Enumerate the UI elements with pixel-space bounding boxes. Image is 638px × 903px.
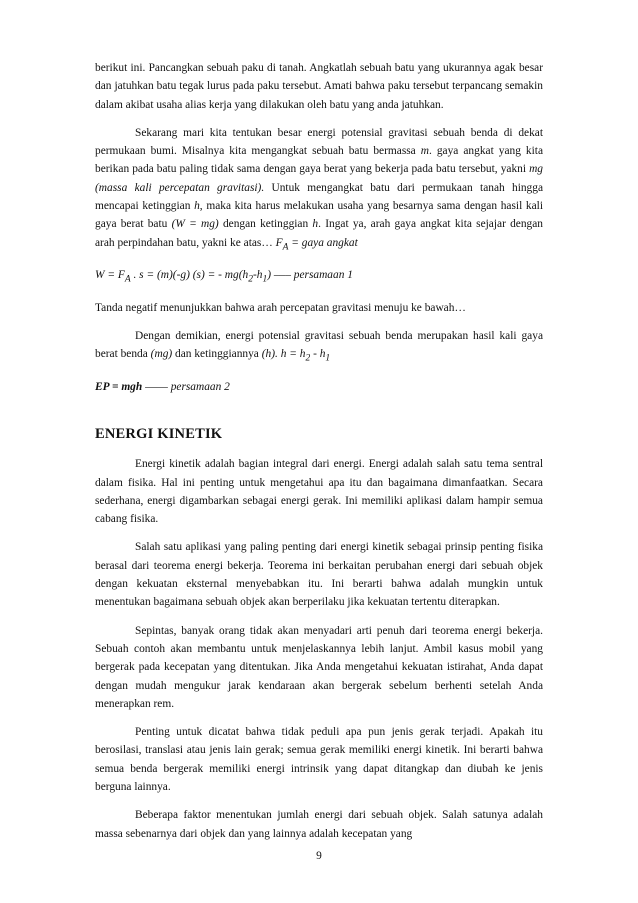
document-page [95, 59, 543, 843]
eq-part: -h [252, 269, 263, 282]
equation-2 [95, 378, 543, 396]
paragraph-work-energy: Salah satu aplikasi yang paling penting dari energi kinetik sebagai prinsip penting fisika berasal dari teorema energi bekerja. Teorema ini berkaitan perubahan energi dari sebuah objek dengan kekuatan eksternal menyebabkan itu. Ini berarti bahwa adalah mungkin untuk menentukan bagaimana sebuah objek akan berperilaku jika kekuatan tertentu diterapkan. [95, 541, 543, 609]
term-h: (h). [261, 348, 278, 361]
text-run: = gaya angkat [288, 236, 358, 249]
term-h-relation [277, 348, 331, 364]
symbol-h: h [312, 218, 319, 231]
equation-1 [95, 266, 543, 289]
symbol-m: m [420, 145, 429, 158]
text-run: . gaya angkat yang kita berikan pada batu paling tidak sama dengan gaya berat yang bekerja pada batu tersebut, yakni [95, 145, 543, 176]
subscript-1: 1 [325, 353, 331, 364]
paragraph-kinetic-intro: Energi kinetik adalah bagian integral dari energi. Energi adalah salah satu tema sentral dalam fisika. Hal ini penting untuk mengetahui apa itu dan bagaimana dimanfaatkan. Secara sederhana, energi digambarkan sebagai energi gerak. Ini memiliki aplikasi dalam hampir semua cabang fisika. [95, 458, 543, 526]
eq-part: ) ––– persamaan 1 [267, 269, 353, 282]
paragraph-example: Sepintas, banyak orang tidak akan menyadari arti penuh dari teorema energi bekerja. Sebuah contoh akan membantu untuk menjelaskannya lebih lanjut. Ambil kasus mobil yang bergerak pada kecepatan yang ditentukan. Jika Anda mengetahui kekuatan istirahat, Anda dapat dengan mudah mengukur jarak kendaraan akan bergerak sebelum berhenti setelah Anda menerapkan rem. [95, 624, 543, 710]
eq-part: h = h [277, 348, 306, 361]
term-mg: (mg) [150, 348, 173, 361]
subscript-1: 1 [262, 274, 268, 285]
text-run: Untuk mengangkat batu dari permukaan tanah hingga mencapai ketinggian [95, 181, 543, 213]
eq-part: - h [310, 348, 326, 361]
eq-part: W = F [95, 269, 125, 282]
paragraph-ep-definition [95, 327, 543, 368]
paragraph-motion: Penting untuk dicatat bahwa tidak peduli apa pun jenis gerak terjadi. Apakah itu berosilasi, translasi atau jenis lain gerak; semua gerak memiliki energi kinetik. Ini berarti bahwa semua benda bergerak memiliki energi intrinsik yang dapat ditangkap dan diubah ke jenis berguna lainnya. [95, 726, 543, 794]
term-mg: mg (massa kali percepatan gravitasi). [95, 163, 543, 194]
subscript-2: 2 [305, 353, 311, 364]
symbol-f: F [275, 236, 283, 249]
eq-part: –––– persamaan 2 [142, 381, 230, 393]
text-run: dengan ketinggian [218, 218, 313, 231]
eq-ep: EP = mgh [95, 381, 143, 393]
page-number: 9 [316, 850, 322, 862]
term-fa [275, 236, 358, 252]
term-w-mg: (W = mg) [171, 218, 219, 231]
text-run: Dengan demikian, energi potensial gravitasi sebuah benda merupakan hasil kali gaya berat benda [95, 330, 543, 361]
section-heading: ENERGI KINETIK [95, 426, 223, 443]
paragraph-intro: berikut ini. Pancangkan sebuah paku di tanah. Angkatlah sebuah batu yang ukurannya agak besar dan jatuhkan batu tegak lurus pada paku tersebut. Amati bahwa paku tersebut terpancang semakin dalam akibat usaha alias kerja yang dilakukan oleh batu yang anda jatuhkan. [95, 62, 543, 111]
subscript-a: A [124, 274, 131, 285]
text-run: dan ketinggiannya [172, 348, 262, 361]
text-run: , maka kita harus melakukan usaha yang besarnya sama dengan hasil kali gaya berat batu [95, 200, 543, 231]
subscript-2: 2 [248, 274, 253, 285]
paragraph-negative-sign: Tanda negatif menunjukkan bahwa arah percepatan gravitasi menuju ke bawah… [95, 301, 466, 314]
symbol-h: h [194, 200, 200, 213]
paragraph-factors: Beberapa faktor menentukan jumlah energi dari sebuah objek. Salah satunya adalah massa sebenarnya dari objek dan yang lainnya adalah kecepatan yang [95, 809, 543, 840]
subscript-a: A [282, 241, 289, 252]
text-run: Sekarang mari kita tentukan besar energi potensial gravitasi sebuah benda di dekat permukaan bumi. Misalnya kita mengangkat sebuah batu bermassa [95, 126, 543, 158]
eq-part: . s = (m)(-g) (s) = - mg(h [130, 269, 249, 282]
paragraph-potential-energy [95, 124, 543, 256]
text-run: . Ingat ya, arah gaya angkat kita sejajar dengan arah perpindahan batu, yakni ke atas… [95, 218, 543, 249]
